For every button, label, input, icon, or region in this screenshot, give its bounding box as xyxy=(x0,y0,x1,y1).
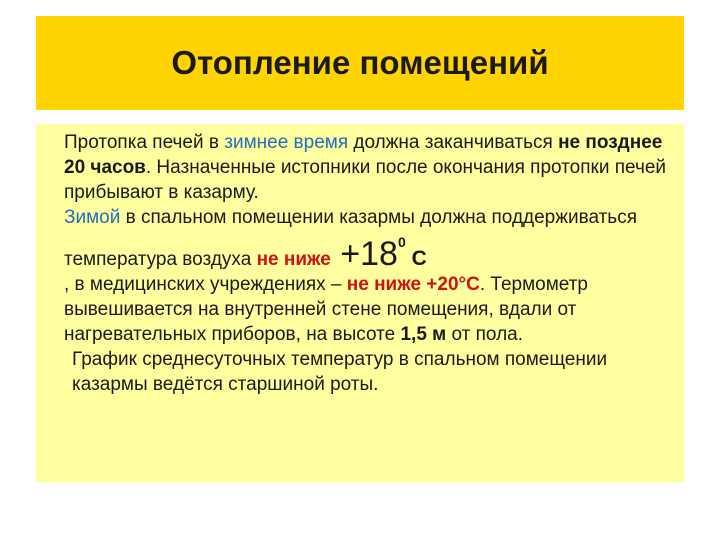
p1-text-2: должна заканчиваться xyxy=(348,132,559,153)
p2-degree-mark: 0 xyxy=(397,234,406,250)
paragraph-3 xyxy=(44,347,680,397)
paragraph-2 xyxy=(44,205,680,347)
p1-text-3: . Назначенные истопники после окончания протопки печей прибывают в казарму. xyxy=(64,157,667,203)
p2-text-4: от пола. xyxy=(446,324,524,345)
p2-height-value: 1,5 м xyxy=(400,324,447,345)
p2-text-1: в спальном помещении казармы должна поддерживаться температура воздуха xyxy=(64,207,637,270)
p1-deadline: не позднее 20 часов xyxy=(64,132,663,178)
title-banner xyxy=(36,16,684,110)
slide-title: Отопление помещений xyxy=(171,44,549,81)
p2-highlight-winter: Зимой xyxy=(64,207,121,228)
p1-highlight-winter: зимнее время xyxy=(224,132,349,153)
p2-medical-min: не ниже +20°С xyxy=(346,274,480,295)
body-text xyxy=(44,130,680,397)
p2-text-3: . Термометр вывешивается на внутренней стене помещения, вдали от нагревательных приборов, на высоте xyxy=(64,274,588,345)
p3-text-1: График среднесуточных температур в спальном помещении казармы ведётся старшиной роты. xyxy=(72,349,608,395)
p1-text-1: Протопка печей в xyxy=(64,132,225,153)
paragraph-1 xyxy=(44,130,680,205)
content-panel xyxy=(36,124,684,482)
p2-temp-value: +18 xyxy=(330,235,398,273)
p2-text-2: , в медицинских учреждениях – xyxy=(64,274,347,295)
p2-temp-unit: С xyxy=(405,247,427,270)
p2-min-label: не ниже xyxy=(256,249,331,270)
